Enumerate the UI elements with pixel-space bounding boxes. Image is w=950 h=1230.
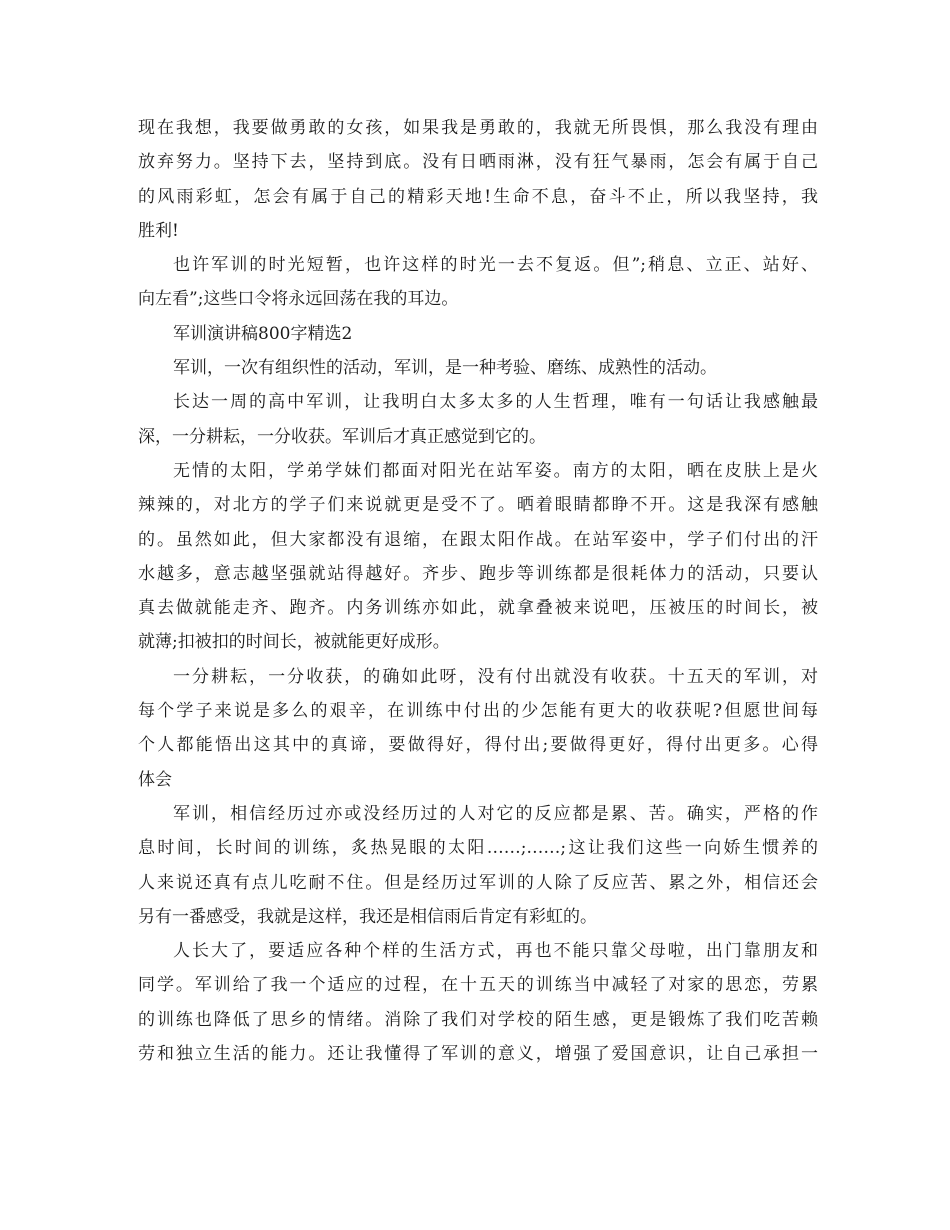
text-line: 的训练也降低了思乡的情绪。消除了我们对学校的陌生感，更是锻炼了我们吃苦赖 [138,1009,818,1030]
text-line: 辣辣的，对北方的学子们来说就更是受不了。晒着眼睛都睁不开。这是我深有感触 [138,495,818,516]
text-line: 人长大了，要适应各种个样的生活方式，再也不能只靠父母啦，出门靠朋友和 [173,941,818,962]
text-line: 长达一周的高中军训，让我明白太多太多的人生哲理，唯有一句话让我感触最 [173,392,818,413]
text-line: 体会 [138,769,172,790]
text-line: 无情的太阳，学弟学妹们都面对阳光在站军姿。南方的太阳，晒在皮肤上是火 [173,460,818,481]
text-line: 的风雨彩虹，怎会有属于自己的精彩天地!生命不息，奋斗不止，所以我坚持，我 [138,186,818,207]
text-line: 的。虽然如此，但大家都没有退缩，在跟太阳作战。在站军姿中，学子们付出的汗 [138,529,818,550]
text-line: 胜利! [138,220,179,241]
text-line: 劳和独立生活的能力。还让我懂得了军训的意义，增强了爱国意识，让自己承担一 [138,1044,818,1065]
text-line: 息时间，长时间的训练，炙热晃眼的太阳……;……;这让我们这些一向娇生惯养的 [138,838,818,859]
text-line: 放弃努力。坚持下去，坚持到底。没有日晒雨淋，没有狂气暴雨，怎会有属于自己 [138,152,818,173]
text-line: 个人都能悟出这其中的真谛，要做得好，得付出;要做得更好，得付出更多。心得 [138,735,818,756]
text-line: 水越多，意志越坚强就站得越好。齐步、跑步等训练都是很耗体力的活动，只要认 [138,563,818,584]
text-line: 就薄;扣被扣的时间长，被就能更好成形。 [138,632,450,653]
text-line: 深，一分耕耘，一分收获。军训后才真正感觉到它的。 [138,426,546,447]
text-line: 每个学子来说是多么的艰辛，在训练中付出的少怎能有更大的收获呢?但愿世间每 [138,701,818,722]
text-line: 另有一番感受，我就是这样，我还是相信雨后肯定有彩虹的。 [138,906,597,927]
text-line: 真去做就能走齐、跑齐。内务训练亦如此，就拿叠被来说吧，压被压的时间长，被 [138,598,818,619]
text-line: 人来说还真有点儿吃耐不住。但是经历过军训的人除了反应苦、累之外，相信还会 [138,872,818,893]
text-line: 一分耕耘，一分收获，的确如此呀，没有付出就没有收获。十五天的军训，对 [173,666,818,687]
document-body [138,111,818,1071]
text-line: 向左看”;这些口令将永远回荡在我的耳边。 [138,289,459,310]
section-heading: 军训演讲稿800字精选2 [173,323,353,344]
text-line: 也许军训的时光短暂，也许这样的时光一去不复返。但”;稍息、立正、站好、 [173,255,818,276]
text-line: 军训，相信经历过亦或没经历过的人对它的反应都是累、苦。确实，严格的作 [173,803,818,824]
text-line: 军训，一次有组织性的活动，军训，是一种考验、磨练、成熟性的活动。 [173,358,717,379]
text-line: 现在我想，我要做勇敢的女孩，如果我是勇敢的，我就无所畏惧，那么我没有理由 [138,118,818,138]
text-line: 同学。军训给了我一个适应的过程，在十五天的训练当中减轻了对家的思恋，劳累 [138,975,818,996]
